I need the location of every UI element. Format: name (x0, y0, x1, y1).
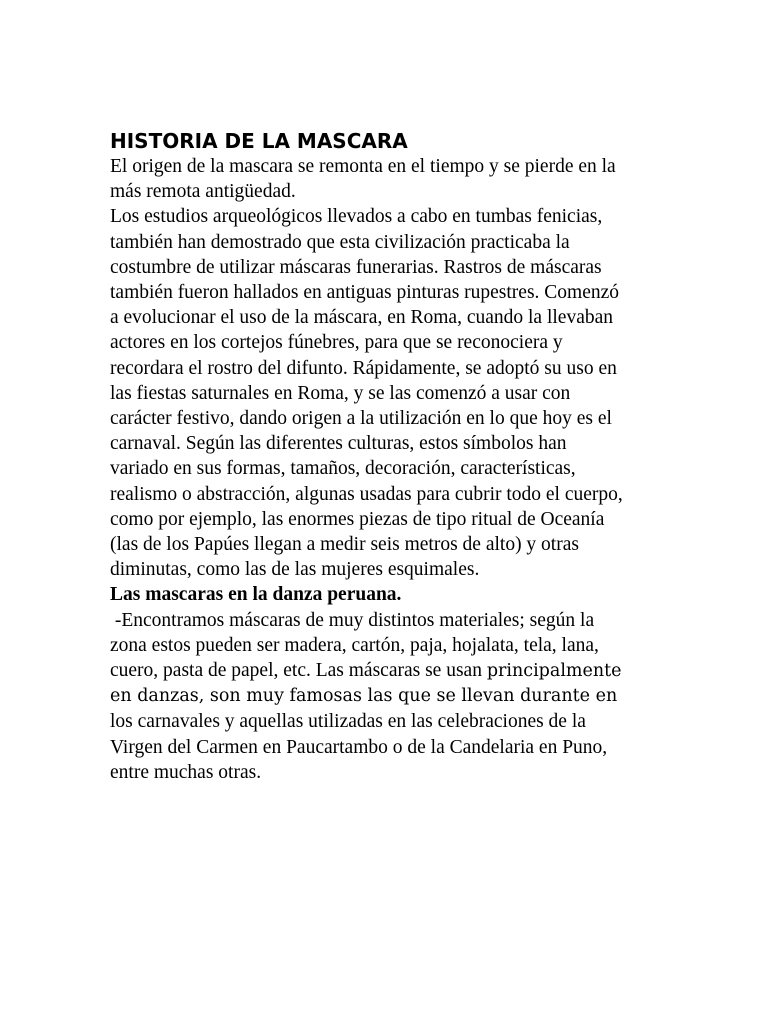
text-line: los carnavales y aquellas utilizadas en las celebraciones de la (110, 711, 586, 733)
text-line: variado en sus formas, tamaños, decoración, características, (110, 458, 576, 480)
text-line: a evolucionar el uso de la máscara, en Roma, cuando la llevaban (110, 307, 614, 329)
text-line (110, 658, 662, 684)
text-line: zona estos pueden ser madera, cartón, paja, hojalata, tela, lana, (110, 634, 599, 656)
section1-paragraph (110, 154, 662, 582)
text-segment-wide: principalmente (486, 661, 622, 682)
text-line: en danzas, son muy famosas las que se llevan durante en (110, 686, 618, 707)
text-line: también fueron hallados en antiguas pinturas rupestres. Comenzó (110, 282, 620, 304)
text-line: también han demostrado que esta civilización practicaba la (110, 231, 570, 253)
text-line: actores en los cortejos fúnebres, para que se reconociera y (110, 332, 563, 354)
text-line: -Encontramos máscaras de muy distintos materiales; según la (110, 609, 595, 631)
text-segment: cuero, pasta de papel, etc. Las máscaras se usan (110, 660, 487, 682)
text-line: entre muchas otras. (110, 761, 262, 783)
text-line: recordara el rostro del difunto. Rápidamente, se adoptó su uso en (110, 357, 617, 379)
text-line: Virgen del Carmen en Paucartambo o de la Candelaria en Puno, (110, 736, 608, 758)
section-subheading: Las mascaras en la danza peruana. (110, 584, 402, 606)
document-page (110, 128, 662, 785)
text-line: costumbre de utilizar máscaras funerarias. Rastros de máscaras (110, 256, 602, 278)
text-line: carnaval. Según las diferentes culturas, estos símbolos han (110, 433, 567, 455)
text-line: diminutas, como las de las mujeres esquimales. (110, 559, 480, 581)
text-line: Los estudios arqueológicos llevados a cabo en tumbas fenicias, (110, 206, 603, 228)
text-line: las fiestas saturnales en Roma, y se las comenzó a usar con (110, 382, 571, 404)
document-title: HISTORIA DE LA MASCARA (110, 129, 408, 153)
text-line: (las de los Papúes llegan a medir seis metros de alto) y otras (110, 534, 579, 556)
text-line: como por ejemplo, las enormes piezas de tipo ritual de Oceanía (110, 508, 605, 530)
text-line: más remota antigüedad. (110, 181, 296, 203)
text-line: realismo o abstracción, algunas usadas para cubrir todo el cuerpo, (110, 483, 623, 505)
text-line: carácter festivo, dando origen a la utilización en lo que hoy es el (110, 408, 612, 430)
text-line: El origen de la mascara se remonta en el tiempo y se pierde en la (110, 156, 616, 177)
section2-paragraph (110, 608, 662, 785)
